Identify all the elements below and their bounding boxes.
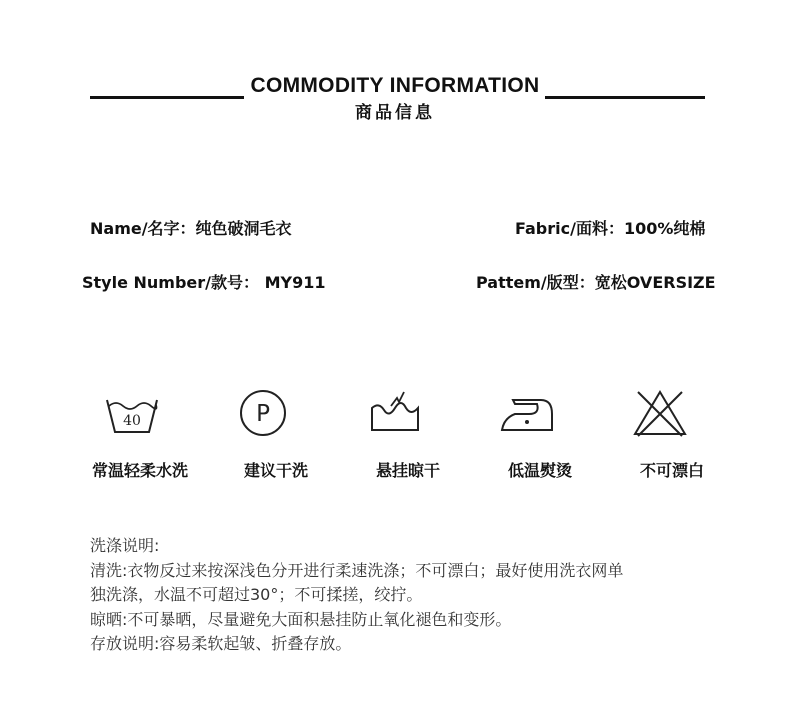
care-label-no-bleach: 不可漂白 (639, 461, 704, 480)
washing-instructions (90, 534, 623, 657)
notes-heading: 洗涤说明: (90, 536, 160, 555)
hang-dry-icon (367, 388, 423, 438)
notes-line: 存放说明:容易柔软起皱、折叠存放。 (90, 634, 352, 653)
no-bleach-icon (632, 388, 688, 438)
svg-text:40: 40 (123, 413, 141, 429)
notes-line: 独洗涤，水温不可超过30°；不可揉搓，绞拧。 (90, 585, 423, 604)
notes-line: 晾晒:不可暴晒，尽量避免大面积悬挂防止氧化褪色和变形。 (90, 609, 512, 629)
product-fabric: Fabric/面料：100%纯棉 (515, 219, 706, 238)
notes-line: 清洗:衣物反过来按深浅色分开进行柔速洗涤；不可漂白；最好使用洗衣网单 (90, 560, 624, 580)
svg-text:P: P (256, 401, 270, 427)
wash-40-icon (104, 388, 160, 438)
care-label-wash: 常温轻柔水洗 (91, 461, 188, 480)
page-title: COMMODITY INFORMATION (250, 74, 540, 97)
care-label-iron: 低温熨烫 (507, 461, 572, 480)
care-label-dry-clean: 建议干洗 (243, 461, 308, 480)
product-pattern: Pattem/版型：宽松OVERSIZE (476, 273, 716, 292)
product-style-number: Style Number/款号： MY911 (82, 273, 326, 292)
dry-clean-p-icon (235, 388, 291, 438)
page-subtitle: 商品信息 (355, 103, 435, 123)
iron-low-icon (499, 388, 555, 438)
care-label-hang-dry: 悬挂晾干 (375, 461, 440, 480)
product-name: Name/名字：纯色破洞毛衣 (90, 219, 292, 238)
